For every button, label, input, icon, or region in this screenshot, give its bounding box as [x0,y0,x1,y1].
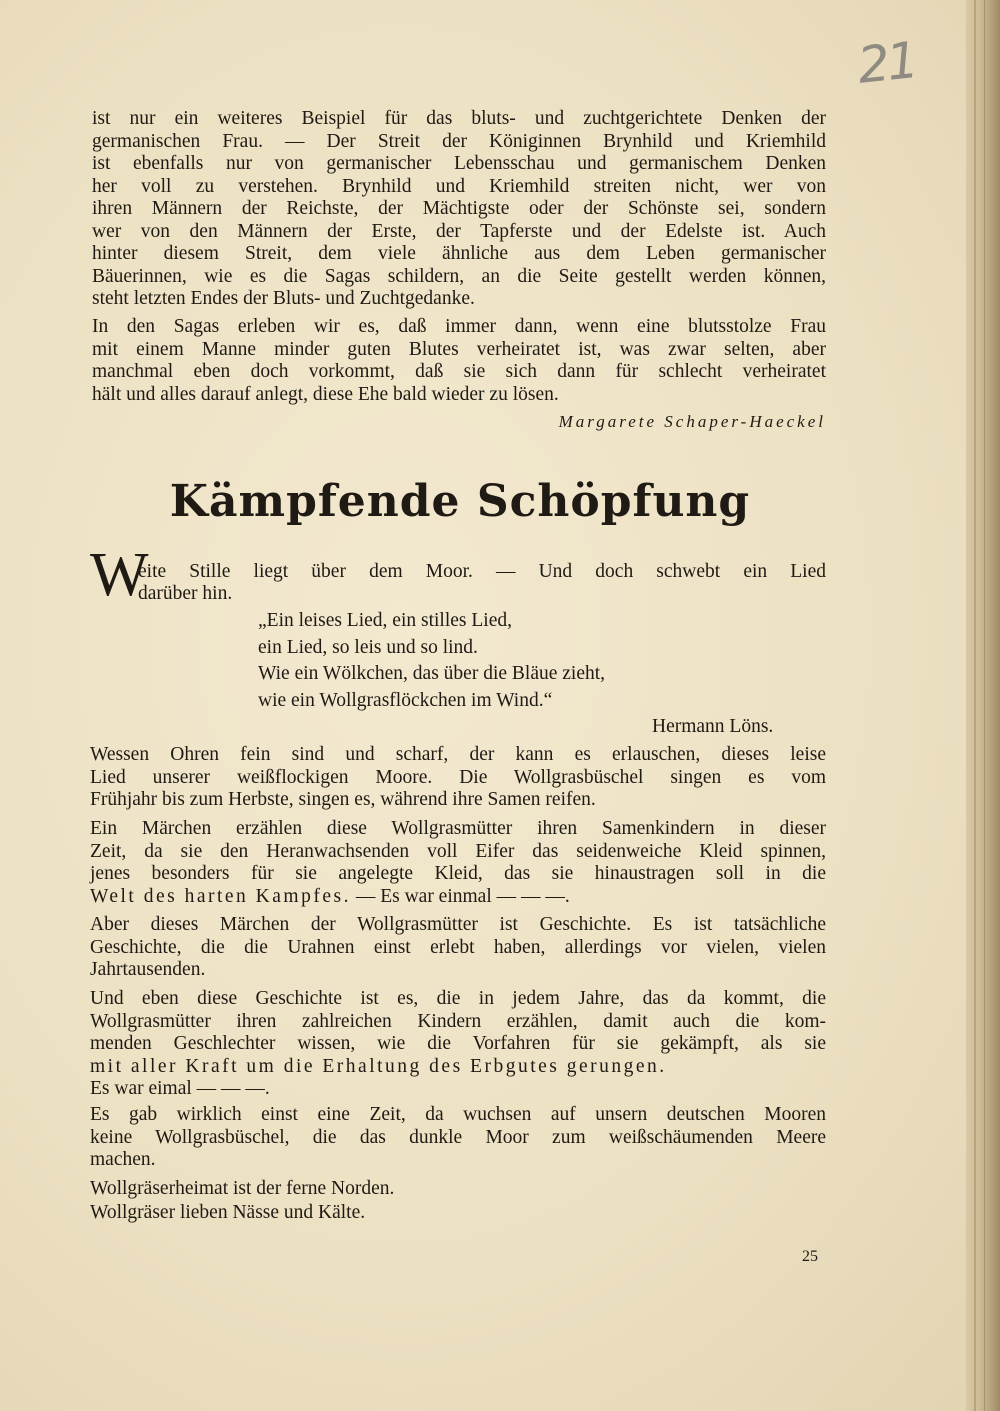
article1-paragraph-1 [92,108,826,311]
page-edge [966,0,1000,1411]
text-line [90,886,826,909]
text-line: eite Stille liegt über dem Moor. — Und doch schwebt ein Lied [138,561,826,582]
paragraph [90,744,826,812]
text-line: ist nur ein weiteres Beispiel für das bluts- und zuchtgerichtete Denken der [92,108,826,129]
text-line: Wessen Ohren fein sind und scharf, der kann es erlauschen, dieses leise [90,744,826,765]
paragraph [90,914,826,982]
text-line: Ein Märchen erzählen diese Wollgrasmütter ihren Samenkindern in dieser [90,818,826,839]
drop-cap: W [90,541,149,609]
spaced-text: Welt des harten Kampfes. [90,885,351,907]
paragraph: Wollgräserheimat ist der ferne Norden. [90,1178,395,1199]
text-line: Aber dieses Märchen der Wollgrasmütter ist Geschichte. Es ist tatsächliche [90,914,826,935]
paragraph [90,988,826,1078]
text-line: Und eben diese Geschichte ist es, die in jedem Jahre, das da kommt, die [90,988,826,1009]
paragraph [90,1104,826,1172]
text-line: wer von den Männern der Erste, der Tapferste und der Edelste ist. Auch [92,220,826,242]
text-line: Zeit, da sie den Heranwachsenden voll Eifer das seidenweiche Kleid spinnen, [90,840,826,862]
text-line: keine Wollgrasbüschel, die das dunkle Moor zum weißschäumenden Meere [90,1126,826,1148]
paragraph: Wollgräser lieben Nässe und Kälte. [90,1202,366,1223]
paragraph: Es war eimal — — —. [90,1078,270,1099]
text-line: manchmal eben doch vorkommt, daß sie sich dann für schlecht verheiratet [92,361,826,382]
poem-line: Wie ein Wölkchen, das über die Bläue zieht, [258,663,606,684]
text-line: germanischen Frau. — Der Streit der Königinnen Brynhild und Kriemhild [92,130,826,152]
text-line: Jahrtausenden. [90,959,206,980]
spaced-text-line: mit aller Kraft um die Erhaltung des Erbgutes gerungen. [90,1055,667,1077]
text-line: jenes besonders für sie angelegte Kleid, das sie hinaustragen soll in die [90,863,826,884]
text-line: ist ebenfalls nur von germanischer Lebensschau und germanischem Denken [92,153,826,174]
article1-author: Margarete Schaper-Haeckel [558,412,826,431]
article-title: Kämpfende Schöpfung [169,476,751,527]
text-line: Es gab wirklich einst eine Zeit, da wuchsen auf unsern deutschen Mooren [90,1104,826,1125]
poem-line: ein Lied, so leis und so lind. [258,636,478,658]
text-line: Geschichte, die die Urahnen einst erlebt haben, allerdings vor vielen, vielen [90,936,826,958]
text-line: Frühjahr bis zum Herbste, singen es, während ihre Samen reifen. [90,789,596,810]
text-line: hält und alles darauf anlegt, diese Ehe bald wieder zu lösen. [92,383,559,405]
text-line: Wollgrasmütter ihren zahlreichen Kindern erzählen, damit auch die kom- [90,1010,826,1032]
poem-author: Hermann Löns. [652,716,774,737]
paragraph [90,818,826,908]
poem-line: „Ein leises Lied, ein stilles Lied, [258,610,512,631]
text-line: her voll zu verstehen. Brynhild und Kriemhild streiten nicht, wer von [92,175,826,197]
text-line: hinter diesem Streit, dem viele ähnliche aus dem Leben germanischer [92,243,826,264]
article1-paragraph-2 [92,316,826,406]
text-line: Lied unserer weißflockigen Moore. Die Wollgrasbüschel singen es vom [90,766,826,788]
text-line: steht letzten Endes der Bluts- und Zuchtgedanke. [92,288,475,309]
text-line: ihren Männern der Reichste, der Mächtigste oder der Schönste sei, sondern [92,198,826,219]
text-line: machen. [90,1149,156,1170]
text-line: darüber hin. [138,583,233,604]
text-fragment: — Es war einmal — — —. [350,885,570,907]
text-line: menden Geschlechter wissen, wie die Vorfahren für sie gekämpft, als sie [90,1033,826,1054]
intro-paragraph [138,561,826,605]
handwritten-page-number: 21 [855,31,919,95]
text-line: mit einem Manne minder guten Blutes verheiratet ist, was zwar selten, aber [92,338,826,360]
poem-quote [258,608,605,714]
text-line: Bäuerinnen, wie es die Sagas schildern, an die Seite gestellt werden können, [92,265,826,287]
page-number: 25 [802,1248,818,1265]
text-line: In den Sagas erleben wir es, daß immer dann, wenn eine blutsstolze Frau [92,316,826,337]
poem-line: wie ein Wollgrasflöckchen im Wind.“ [258,689,553,711]
